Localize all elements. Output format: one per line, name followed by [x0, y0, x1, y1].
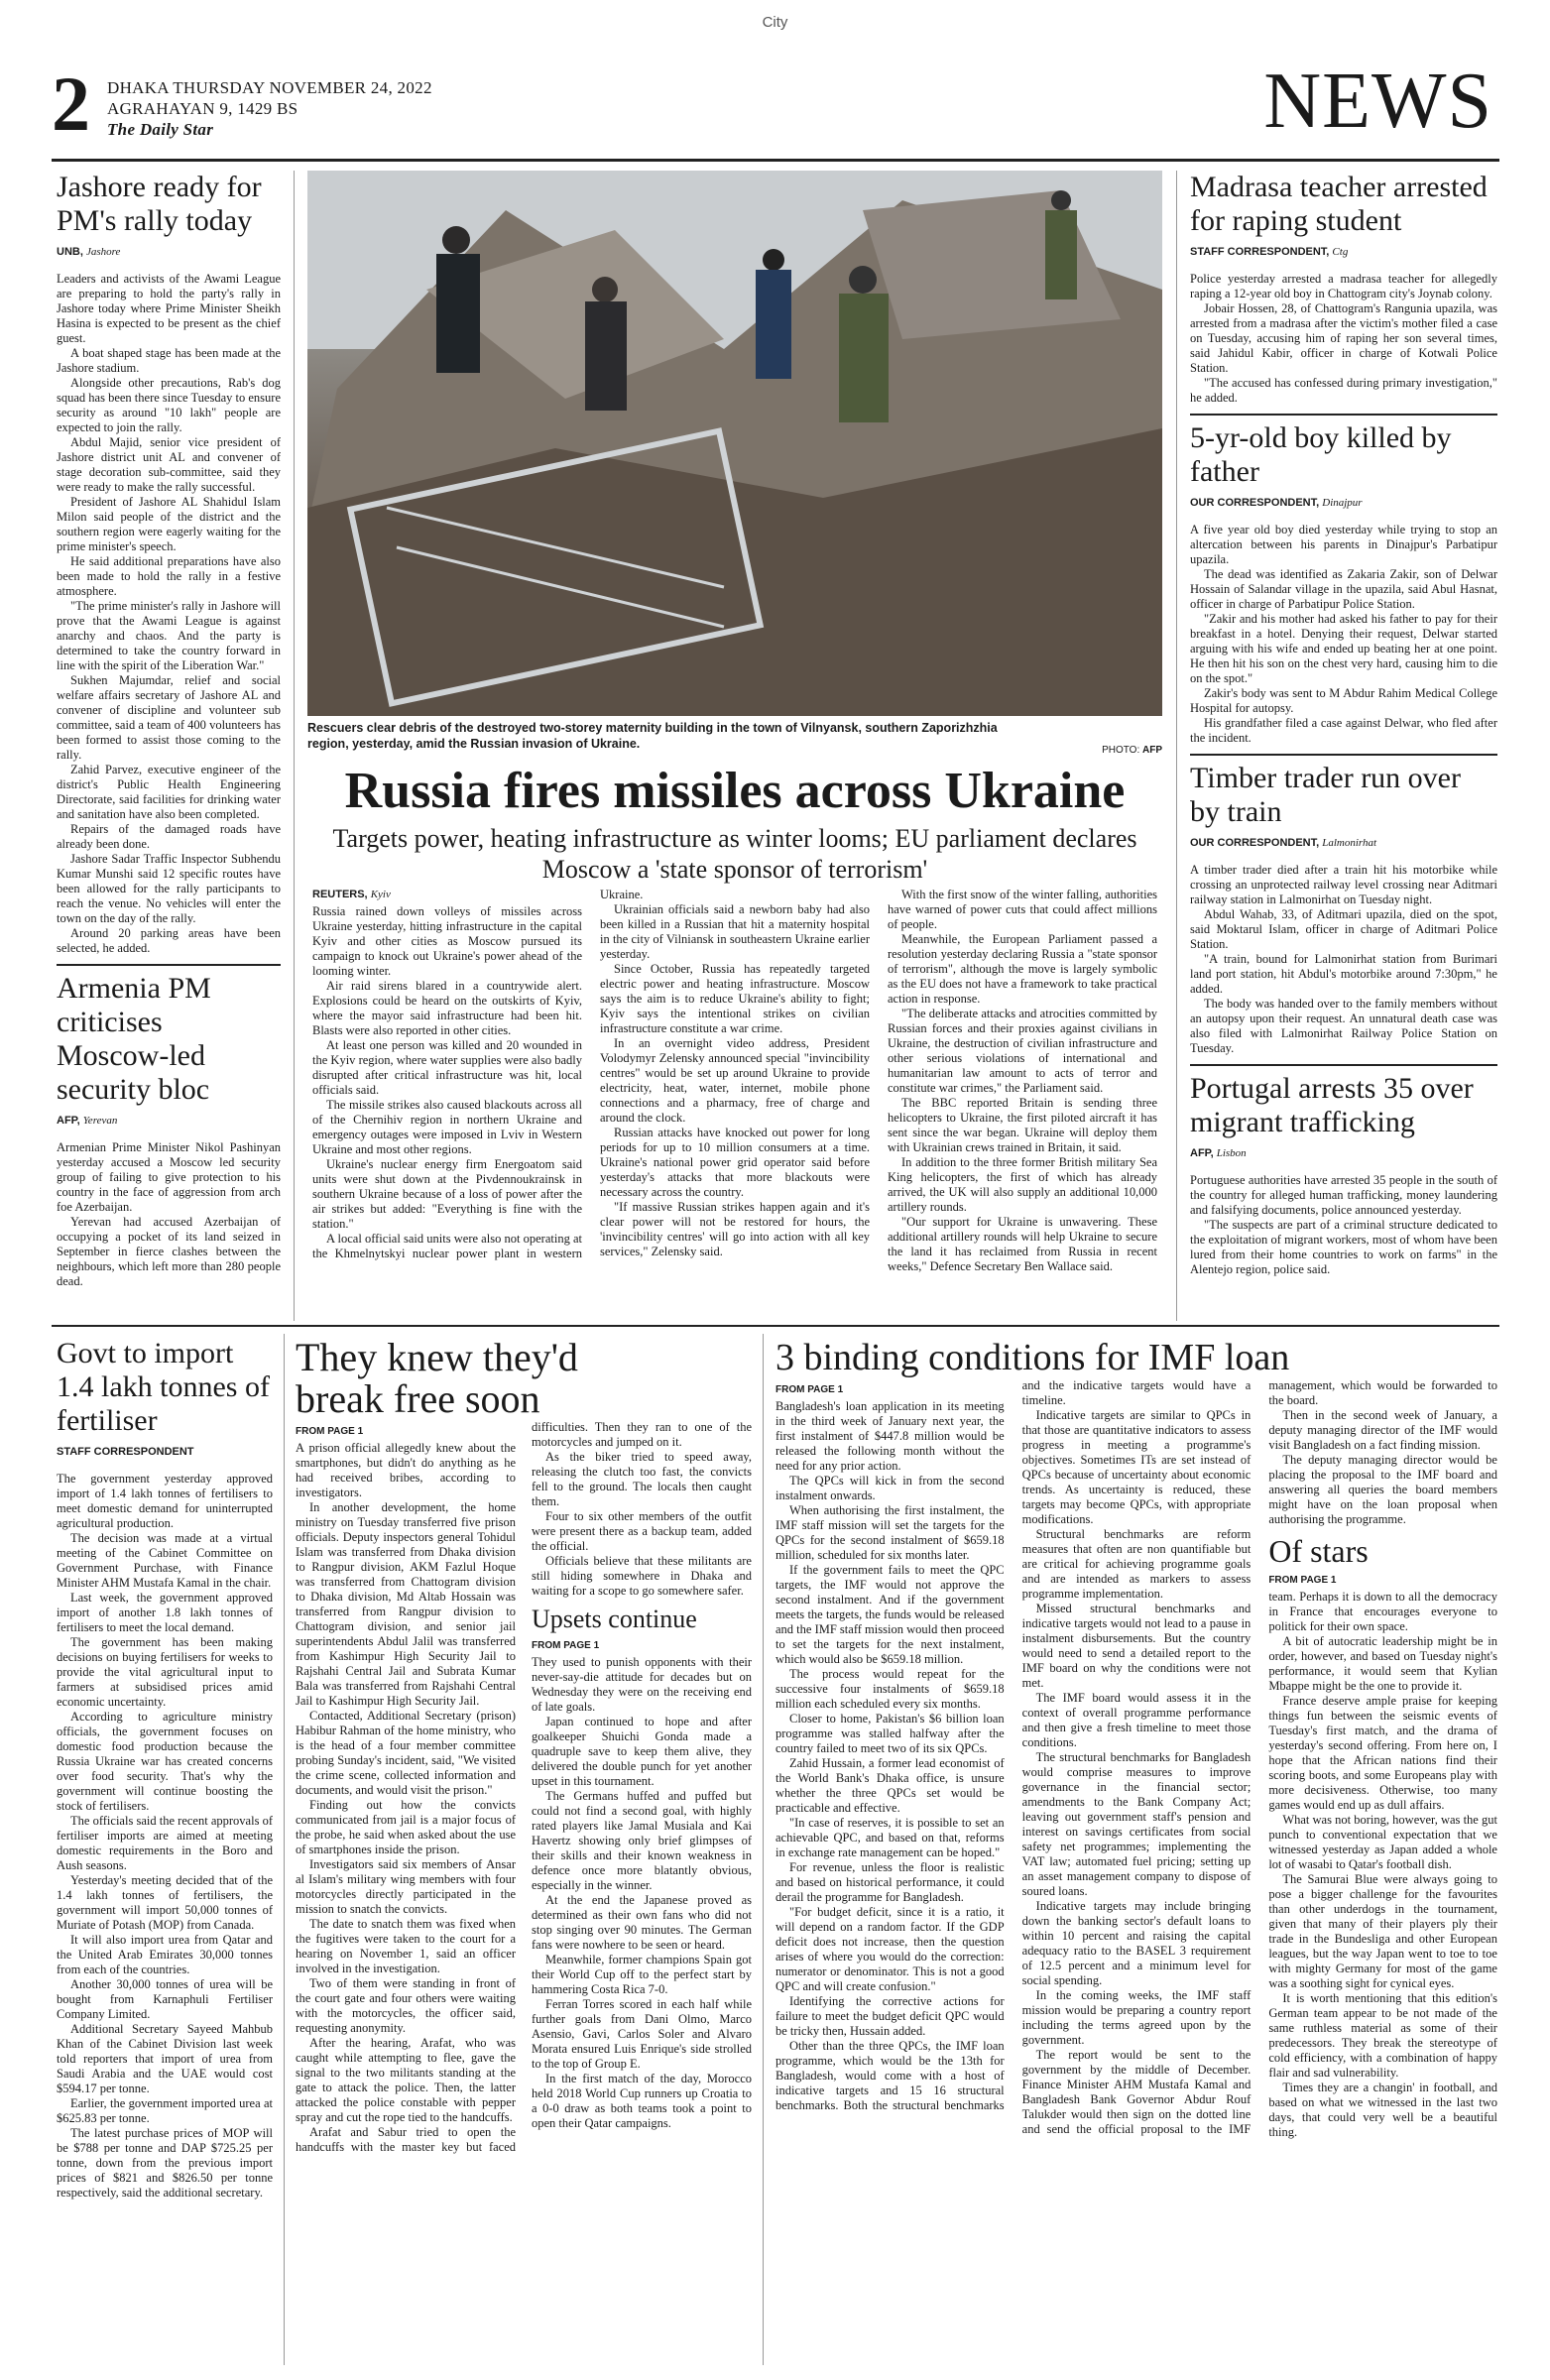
imf-body: FROM PAGE 1 Bangladesh's loan application in its meeting in the third week of January next year, the first instalment of $447.8 million would be released the following month without the need for any prior action. The QPCs will kick in from the second instalment onwards. When authorising the first instalment, the IMF staff mission will set the targets for the QPCs for the second instalment of $659.18 million, scheduled for six months later. If the government fails to meet the QPC targets, the IMF would not approve the second instalment. And if the government meets the targets, the funds would be released and the IMF staff mission would then proceed to set the targets for the next instalment, which would also be $659.18 million. The process would repeat for the successive four instalments of $659.18 million each scheduled every six months. Closer to home, Pakistan's $6 billion loan programme was stalled halfway after the country failed to meet two of its six QPCs. Zahid Hussain, a former lead economist of the World Bank's Dhaka office, is unsure whether the three QPCs set would be practicable and effective. "In case of reserves, it is possible to set an achievable QPC, and based on that, reforms in exchange rate management can be hoped." For revenue, unless the floor is realistic and based on historical performance, it could derail the programme for Bangladesh. "For budget deficit, since it is a ratio, it will depend on a random factor. If the GDP deficit does not increase, then the question arises of where you would do the correction: numerator or denominator. This is not a good QPC and will create confusion." Identifying the corrective actions for failure to meet the budget deficit QPC would be tricky then, Hussain added. Other than the three QPCs, the IMF loan programme, which would be the 13th for Bangladesh, would come with a host of indicative targets and 15 16 structural benchmarks. Both the structural benchmarks and the indicative targets would have a timeline. Indicative targets are similar to QPCs in that those are quantitative indicators to assess progress in meeting a programme's objectives. Sometimes ITs are set instead of QPCs because of uncertainty about economic trends. As uncertainty is reduced, these targets may become QPCs, with appropriate modifications. Structural benchmarks are reform measures that often are non quantifiable but are critical for achieving programme goals and are intended as markers to assess programme implementation. Missed structural benchmarks and indicative targets would not lead to a pause in instalment disbursements. But the country would need to send a detailed report to the IMF board on why the conditions were not met. The IMF board would assess it in the context of overall programme performance and then give a fresh timeline to meet those conditions. The structural benchmarks for Bangladesh would comprise measures to improve governance in the financial sector; amendments to the Bank Company Act; leaving out government staff's pension and interest on savings certificates from social safety net programmes; implementing the VAT law; automated fuel pricing; setting up an asset management company to dispose of soured loans. Indicative targets may include bringing down the banking sector's default loans to within 10 percent and raising the capital adequacy ratio to the BASEL 3 requirement of 12.5 percent and a minimum level for social spending. In the coming weeks, the IMF staff mission would be preparing a country report including the terms agreed upon by the government. The report would be sent to the government by the middle of December. Finance Minister AHM Mustafa Kamal and Bangladesh Bank Governor Abdur Rouf Talukder would then sign on the dotted line and send the official proposal to the IMF management, which would be forwarded to the board. Then in the second week of January, a deputy managing director of the IMF would visit Bangladesh on a fact finding mission. The deputy managing director would be placing the proposal to the IMF board and answering all queries the board members might have on the loan proposal when authorising the programme. Of stars FROM PAGE 1 team. Perhaps it is down to all the democracy in France that encourages everyone to politick for their own space. A bit of autocratic leadership might be in order, however, and based on Tuesday night's performance, it would seem that Kylian Mbappe might be the one to provide it. France deserve ample praise for keeping things fun between the seismic events of Tuesday's first match, and the drama of yesterday's second offering. From here on, I hope that the African nations find their scoring boots, and some Europeans play with more decisiveness. Otherwise, too many games would end up as dull affairs. What was not boring, however, was the gut punch to conventional expectation that we witnessed yesterday as Japan added a whole lot of wasabi to Qatar's football dish. The Samurai Blue were always going to pose a bigger challenge for the favourites than other underdogs in the tournament, given that many of their players ply their trade in the Bundesliga and other European leagues, but the way Japan went to toe to toe with mighty Germany for most of the game was a soothing sight for cynical eyes. It is worth mentioning that this edition's German team appear to be not made of the same ruthless material as some of their predecessors. They break the stereotype of cold efficiency, with a combination of happy flair and sad vulnerability. Times they are a changin' in football, and based on what we witnessed in the last two days, that could very well be a beautiful thing.	[775, 1378, 1497, 2139]
fertiliser-headline: Govt to import 1.4 lakh tonnes of fertiliser	[57, 1337, 270, 1437]
lead-deck: Targets power, heating infrastructure as winter looms; EU parliament declares Moscow a 'state sponsor of terrorism'	[332, 824, 1137, 884]
article-separator	[57, 964, 281, 966]
from-page-label: FROM PAGE 1	[775, 1384, 844, 1395]
madrasa-body: Police yesterday arrested a madrasa teacher for allegedly raping a 12-year old boy in Chattogram city's Joynab colony. Jobair Hossen, 28, of Chattogram's Rangunia upazila, was arrested from a madrasa after the victim's mother filed a case on Tuesday, accusing him of raping her son several times, said Jahidul Kabir, officer in charge of Kotwali Police Station. "The accused has confessed during primary investigation," he added.	[1190, 272, 1497, 405]
section-label: City	[762, 14, 788, 31]
dateline-bangla-date: AGRAHAYAN 9, 1429 BS	[107, 99, 298, 118]
timber-headline: Timber trader run over by train	[1190, 762, 1461, 828]
fertiliser-byline: STAFF CORRESPONDENT	[57, 1446, 194, 1458]
fertiliser-body: The government yesterday approved import of 1.4 lakh tonnes of fertilisers to meet domestic demand for uninterrupted agricultural production. The decision was made at a virtual meeting of the Cabinet Committee on Government Purchase, with Finance Minister AHM Mustafa Kamal in the chair. Last week, the government approved import of another 1.8 lakh tonnes of fertilisers to meet the local demand. The government has been making decisions on buying fertilisers for weeks to provide the vital agricultural input to farmers at subsidised prices amid economic uncertainty. According to agriculture ministry officials, the government focuses on domestic food production because the Russia Ukraine war has created concerns over food security. That's why the government will continue boosting the stock of fertilisers. The officials said the recent approvals of fertiliser imports are aimed at meeting domestic requirements in the Boro and Aush seasons. Yesterday's meeting decided that of the 1.4 lakh tonnes of fertilisers, the government will import 50,000 tonnes of Muriate of Potash (MOP) from Canada. It will also import urea from Qatar and the United Arab Emirates 30,000 tonnes from each of the countries. Another 30,000 tonnes of urea will be bought from Karnaphuli Fertiliser Company Limited. Additional Secretary Sayeed Mahbub Khan of the Cabinet Division last week told reporters that import of urea from Saudi Arabia and the UAE would cost $594.17 per tonne. Earlier, the government imported urea at $625.83 per tonne. The latest purchase prices of MOP will be $788 per tonne and DAP $725.25 per tonne, down from the previous import prices of $821 and $826.50 per tonne respectively, said the additional secretary.	[57, 1472, 273, 2200]
timber-byline: OUR CORRESPONDENT, Lalmonirhat	[1190, 837, 1377, 849]
lead-body: REUTERS, Kyiv Russia rained down volleys of missiles across Ukraine yesterday, hitting infrastructure in the capital Kyiv and other cities as Moscow pursued its campaign to knock out Ukraine's power ahead of the looming winter. Air raid sirens blared in a countrywide alert. Explosions could be heard on the outskirts of Kyiv, where the mayor said infrastructure had been hit. Blasts were also reported in other cities. At least one person was killed and 20 wounded in the Kyiv region, where water supplies were also badly disrupted after critical infrastructure was hit, local officials said. The missile strikes also caused blackouts across all of the Chernihiv region in northern Ukraine and emergency outages were imposed in Lviv in Western Ukraine and most other regions. Ukraine's nuclear energy firm Energoatom said units were shut down at the Pivdennoukrainsk in southern Ukraine because of a loss of power after the air strikes but added: "Everything is fine with the station." A local official said units were also not operating at the Khmelnytskyi nuclear power plant in western Ukraine. Ukrainian officials said a newborn baby had also been killed in a Russian that hit a maternity hospital in the city of Vilniansk in southeastern Ukraine earlier yesterday. Since October, Russia has repeatedly targeted electric power and heating infrastructure. Moscow says the aim is to reduce Ukraine's ability to fight; Kyiv says the intentional strikes on civilian infrastructure constitute a war crime. In an overnight video address, President Volodymyr Zelensky announced special "invincibility centres" would be set up around Ukraine to provide electricity, heat, water, internet, mobile phone connections and a pharmacy, free of charge and around the clock. Russian attacks have knocked out power for long periods for up to 10 million consumers at a time. Ukraine's national power grid operator said before yesterday's attacks that more blackouts were necessary across the country. "If massive Russian strikes happen again and it's clear power will not be restored for hours, the 'invincibility centres' will go into action with all key services," Zelensky said. With the first snow of the winter falling, authorities have warned of power cuts that could affect millions of people. Meanwhile, the European Parliament passed a resolution yesterday declaring Russia a "state sponsor of terrorism", although the move is largely symbolic as the EU does not have a framework to take practical action in response. "The deliberate attacks and atrocities committed by Russian forces and their proxies against civilians in Ukraine, the destruction of civilian infrastructure and other serious violations of international and humanitarian law amount to acts of terror and constitute war crimes," the Parliament said. The BBC reported Britain is sending three helicopters to Ukraine, the first piloted aircraft it has sent since the war began. Ukraine will deploy them with Ukrainian crews trained in Britain, it said. In addition to the three former British military Sea King helicopters, the first of which has already arrived, the UK will also supply an additional 10,000 artillery rounds. "Our support for Ukraine is unwavering. These additional artillery rounds will help Ukraine to secure the land it has reclaimed from Russia in recent weeks," Defence Secretary Ben Wallace said.	[312, 888, 1157, 1273]
section-title: NEWS	[1263, 58, 1492, 145]
photo-caption-block	[307, 720, 1162, 756]
jashore-article	[57, 171, 281, 1321]
breakfree-article	[296, 1337, 752, 2368]
portugal-headline: Portugal arrests 35 over migrant trafficking	[1190, 1072, 1474, 1138]
dateline	[107, 77, 432, 140]
portugal-body: Portuguese authorities have arrested 35 people in the south of the country for alleged human trafficking, money laundering and falsifying documents, police announced yesterday. "The suspects are part of a criminal structure dedicated to the exploitation of migrant workers, most of whom have been lured from their home countries to work on farms" in the Alentejo region, police said.	[1190, 1173, 1497, 1276]
column-divider	[1176, 171, 1177, 1321]
from-page-label: FROM PAGE 1	[1268, 1575, 1337, 1586]
column-divider	[763, 1334, 764, 2365]
right-briefs	[1190, 171, 1497, 1321]
from-page-label: FROM PAGE 1	[532, 1640, 600, 1651]
breakfree-body: FROM PAGE 1 A prison official allegedly knew about the smartphones, but didn't do anything as he had received bribes, according to investigators. In another development, the home ministry on Tuesday transferred five prison officials. Deputy inspectors general Tohidul Islam was transferred from Dhaka division to Rangpur division, AKM Fazlul Hoque was transferred from Chattogram division to Dhaka division, Md Altab Hossain was transferred from Rangpur division to Chattogram division, and senior jail superintendents Abdul Jalil was transferred from Kashimpur High Security Jail to Rajshahi Central Jail and Subrata Kumar Bala was transferred from Rajshahi Central Jail to Kashimpur High Security Jail. Contacted, Additional Secretary (prison) Habibur Rahman of the home ministry, who is the head of a four member committee probing Sunday's incident, said, "We visited the crime scene, collected information and documents, and would visit the prison." Finding out how the convicts communicated from jail is a major focus of the probe, he said when asked about the use of smartphones inside the prison. Investigators said six members of Ansar al Islam's military wing members with four motorcycles directly participated in the mission to snatch the convicts. The date to snatch them was fixed when the fugitives were taken to the court for a hearing on November 1, said an officer involved in the investigation. Two of them were standing in front of the court gate and four others were waiting with the motorcycles, the officer said, requesting anonymity. After the hearing, Arafat, who was caught while attempting to flee, gave the signal to the two militants standing at the gate to attack the police. Then, the latter attacked the police constable with pepper spray and cut the rope tied to the handcuffs. Arafat and Sabur tried to open the handcuffs with the master key but faced difficulties. Then they ran to one of the motorcycles and jumped on it. As the biker tried to speed away, releasing the clutch too fast, the convicts fell to the ground. The locals then caught them. Four to six other members of the outfit were present there as a backup team, added the official. Officials believe that these militants are still hiding somewhere in Dhaka and waiting for a scope to go somewhere safer. Upsets continue FROM PAGE 1 They used to punish opponents with their never-say-die attitude for decades but on Wednesday they were on the receiving end of late goals. Japan continued to hope and after goalkeeper Shuichi Gonda made a quadruple save to keep them alive, they delivered the double punch for yet another upset in this tournament. The Germans huffed and puffed but could not find a second goal, with highly rated players like Jamal Musiala and Kai Havertz showing only brief glimpses of their skills and their known weakness in defence once more blatantly obvious, especially in the winner. At the end the Japanese proved as determined as their own fans who did not stop singing over 90 minutes. The German fans were nowhere to be seen or heard. Meanwhile, former champions Spain got their World Cup off to the perfect start by hammering Costa Rica 7-0. Ferran Torres scored in each half while further goals from Dani Olmo, Marco Asensio, Gavi, Carlos Soler and Alvaro Morata ensured Luis Enrique's side strolled to the top of Group E. In the first match of the day, Morocco held 2018 World Cup runners up Croatia to a 0-0 draw as both teams took a point to open their Qatar campaigns.	[296, 1420, 752, 2154]
lead-headline: Russia fires missiles across Ukraine	[344, 763, 1126, 819]
boy-body: A five year old boy died yesterday while trying to stop an altercation between his parents in Dinajpur's Parbatipur upazila. The dead was identified as Zakaria Zakir, son of Delwar Hossain of Salandar village in the upazila, said Abul Hasnat, officer in charge of Parbatipur Police Station. "Zakir and his mother had asked his father to pay for their breakfast in a hotel. Denying their request, Delwar started arguing with his wife and ended up beating her at one point. He then hit his son on the chest very hard, causing him to die on the spot." Zakir's body was sent to M Abdur Rahim Medical College Hospital for autopsy. His grandfather filed a case against Delwar, who fled after the incident.	[1190, 523, 1497, 745]
section-rule	[52, 1325, 1499, 1327]
article-separator	[1190, 754, 1497, 756]
imf-headline: 3 binding conditions for IMF loan	[775, 1337, 1290, 1378]
armenia-byline: AFP, Yerevan	[57, 1115, 118, 1127]
breakfree-headline: They knew they'd break free soon	[296, 1337, 578, 1421]
column-divider	[294, 171, 295, 1321]
photo-credit: PHOTO: AFP	[1102, 745, 1162, 756]
armenia-headline: Armenia PM criticises Moscow-led security bloc	[57, 972, 211, 1106]
article-separator	[1190, 1064, 1497, 1066]
photo-caption: Rescuers clear debris of the destroyed two-storey maternity building in the town of Vilnyansk, southern Zaporizhzhia region, yesterday, amid the Russian invasion of Ukraine.	[307, 721, 998, 751]
timber-body: A timber trader died after a train hit his motorbike while crossing an unprotected railway level crossing near Aditmari railway station in Lalmonirhat on Tuesday night. Abdul Wahab, 33, of Aditmari upazila, died on the spot, said Moktarul Islam, officer in charge of Aditmari Police Station. "A train, bound for Lalmonirhat station from Burimari land port station, hit Abdul's motorbike around 7:30pm," he added. The body was handed over to the family members without an autopsy upon their request. An unnatural death case was also filed with Lalmonirhat Railway Police Station on Tuesday.	[1190, 863, 1497, 1055]
header-rule	[52, 159, 1499, 162]
lead-article	[312, 888, 1157, 1324]
page-number: 2	[52, 60, 90, 147]
column-divider	[284, 1334, 285, 2365]
armenia-body: Armenian Prime Minister Nikol Pashinyan yesterday accused a Moscow led security group of failing to give protection to his country in the face of aggression from arch foe Azerbaijan. Yerevan had accused Azerbaijan of occupying a pocket of its land seized in September in fierce clashes between the neighbours, which left more than 280 people dead.	[57, 1140, 281, 1288]
fertiliser-article	[57, 1337, 273, 2368]
upsets-headline: Upsets continue	[532, 1605, 697, 1633]
masthead-logo: The Daily Star	[107, 120, 214, 139]
article-separator	[1190, 414, 1497, 416]
byline: UNB, Jashore	[57, 246, 121, 258]
rubble-rescue-photo	[307, 171, 1162, 716]
headline: Jashore ready for PM's rally today	[57, 171, 262, 237]
lead-byline: REUTERS, Kyiv	[312, 889, 391, 900]
boy-headline: 5-yr-old boy killed by father	[1190, 421, 1452, 488]
imf-article	[775, 1337, 1497, 2368]
boy-byline: OUR CORRESPONDENT, Dinajpur	[1190, 497, 1363, 509]
news-photo	[307, 171, 1162, 716]
madrasa-byline: STAFF CORRESPONDENT, Ctg	[1190, 246, 1349, 258]
madrasa-headline: Madrasa teacher arrested for raping student	[1190, 171, 1488, 237]
portugal-byline: AFP, Lisbon	[1190, 1147, 1247, 1159]
dateline-date: DHAKA THURSDAY NOVEMBER 24, 2022	[107, 78, 432, 97]
from-page-label: FROM PAGE 1	[296, 1426, 364, 1437]
stars-headline: Of stars	[1268, 1533, 1369, 1569]
article-body: Leaders and activists of the Awami League are preparing to hold the party's rally in Jashore today where Prime Minister Sheikh Hasina is expected to be present as the chief guest. A boat shaped stage has been made at the Jashore stadium. Alongside other precautions, Rab's dog squad has been there since Tuesday to ensure security as around "10 lakh" people are expected to join the rally. Abdul Majid, senior vice president of Jashore district unit AL and convener of stage decoration sub-committee, said they were ready to make the rally successful. President of Jashore AL Shahidul Islam Milon said people of the district and the southern region were eagerly waiting for the prime minister's speech. He said additional preparations have also been made to hold the rally in a festive atmosphere. "The prime minister's rally in Jashore will prove that the Awami League is against anarchy and chaos. And the party is determined to take the country forward in line with the spirit of the Liberation War." Sukhen Majumdar, relief and social welfare affairs secretary of Jashore AL and convener of discipline and volunteer sub committee, said a team of 400 volunteers has been formed to assist those coming to the rally. Zahid Parvez, executive engineer of the district's Public Health Engineering Directorate, said facilities for drinking water and sanitation have also been completed. Repairs of the damaged roads have already been done. Jashore Sadar Traffic Inspector Subhendu Kumar Munshi said 12 specific routes have been allowed for the rally participants to reach the venue. No vehicles will enter the town on the day of the rally. Around 20 parking areas have been selected, he added.	[57, 272, 281, 955]
